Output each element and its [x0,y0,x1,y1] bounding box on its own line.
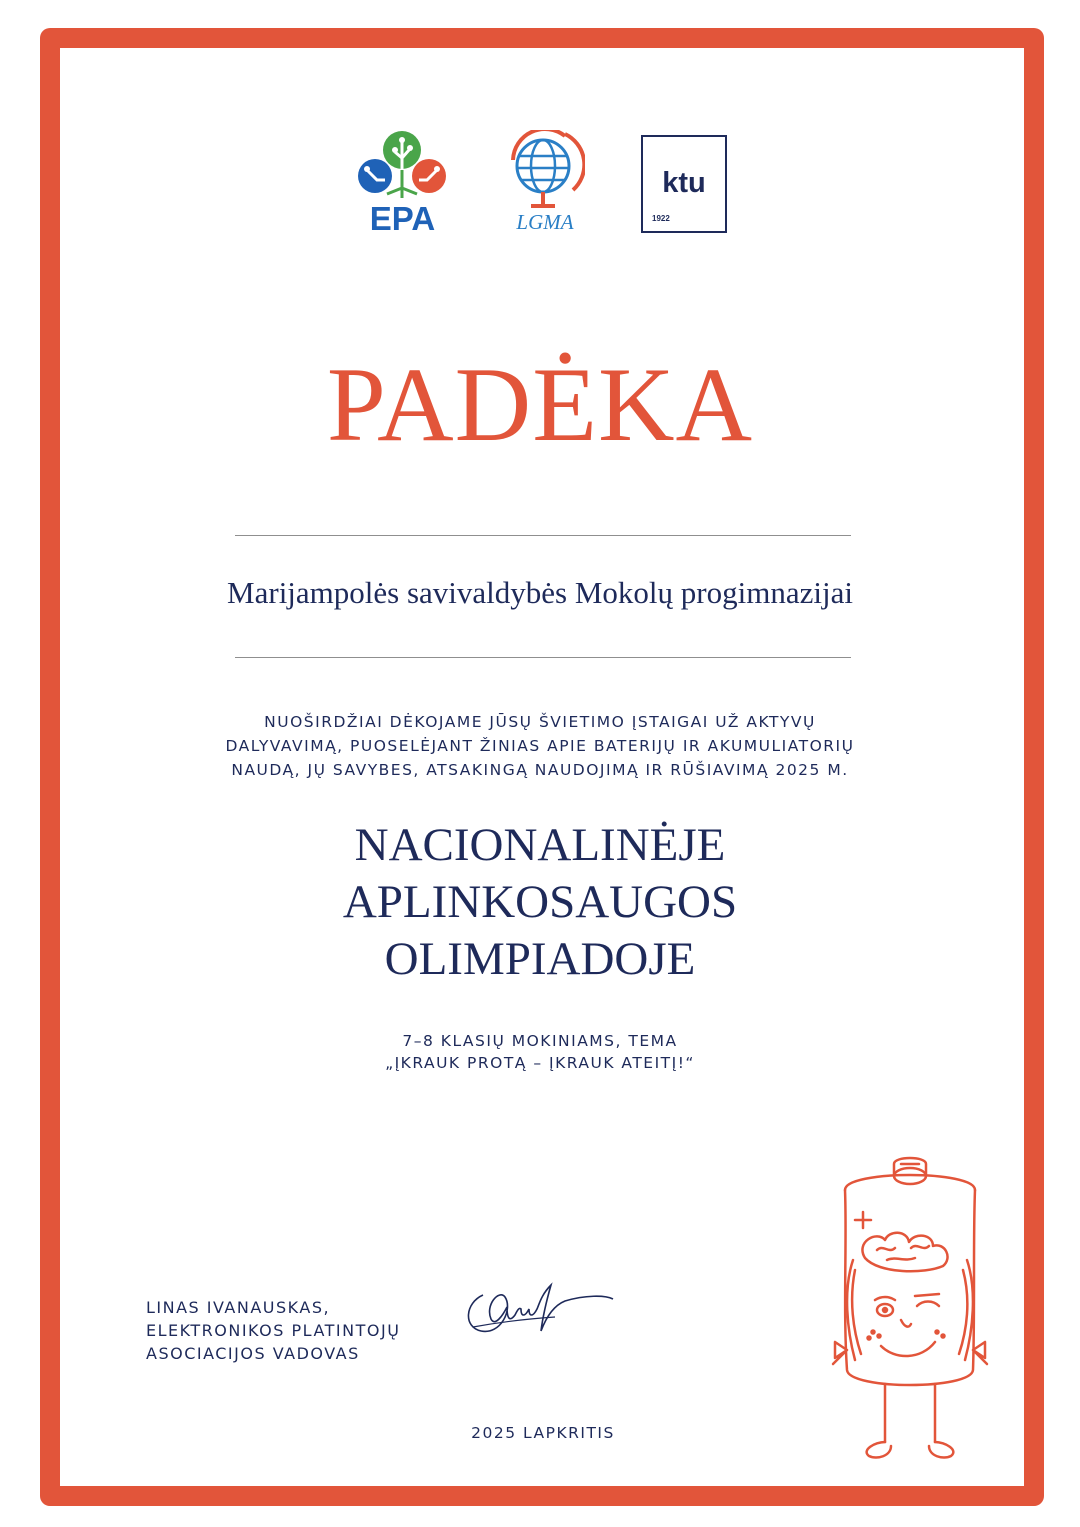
event-line: APLINKOSAUGOS [342,876,738,928]
divider-bottom [235,657,851,658]
signer-line: ASOCIACIJOS VADOVAS [146,1344,360,1363]
signer-line: ELEKTRONIKOS PLATINTOJŲ [146,1321,401,1340]
certificate-title: PADĖKA [326,346,754,463]
thanks-line: DALYVAVIMĄ, PUOSELĖJANT ŽINIAS APIE BATERIJŲ IR AKUMULIATORIŲ [225,737,855,755]
event-line: NACIONALINĖJE [354,819,726,871]
issue-date: 2025 LAPKRITIS [471,1424,615,1442]
subtitle-line: 7–8 KLASIŲ MOKINIAMS, TEMA [402,1032,678,1050]
thanks-paragraph [0,710,1080,782]
battery-mascot-illustration [825,1150,1005,1475]
lgma-logo-text: LGMA [516,210,574,234]
subtitle-line: „ĮKRAUK PROTĄ – ĮKRAUK ATEITĮ!“ [385,1054,695,1072]
signature-image [455,1265,620,1345]
event-line: OLIMPIADOJE [384,933,696,985]
event-name [0,817,1080,988]
signer-block [146,1296,400,1365]
ktu-logo [641,135,727,233]
epa-logo-text: EPA [369,200,436,237]
thanks-line: NAUDĄ, JŲ SAVYBES, ATSAKINGĄ NAUDOJIMĄ IR RŪŠIAVIMĄ 2025 M. [231,761,849,779]
recipient-name: Marijampolės savivaldybės Mokolų progimnazijai [227,575,853,610]
logo-row [0,130,1080,240]
ktu-logo-year: 1922 [652,214,670,223]
divider-top [235,535,851,536]
epa-logo [355,130,450,236]
signer-line: LINAS IVANAUSKAS, [146,1298,331,1317]
thanks-line: NUOŠIRDŽIAI DĖKOJAME JŪSŲ ŠVIETIMO ĮSTAIGAI UŽ AKTYVŲ [264,713,816,731]
event-subtitle [0,1030,1080,1074]
ktu-logo-text: ktu [662,167,706,199]
lgma-logo [505,130,585,236]
